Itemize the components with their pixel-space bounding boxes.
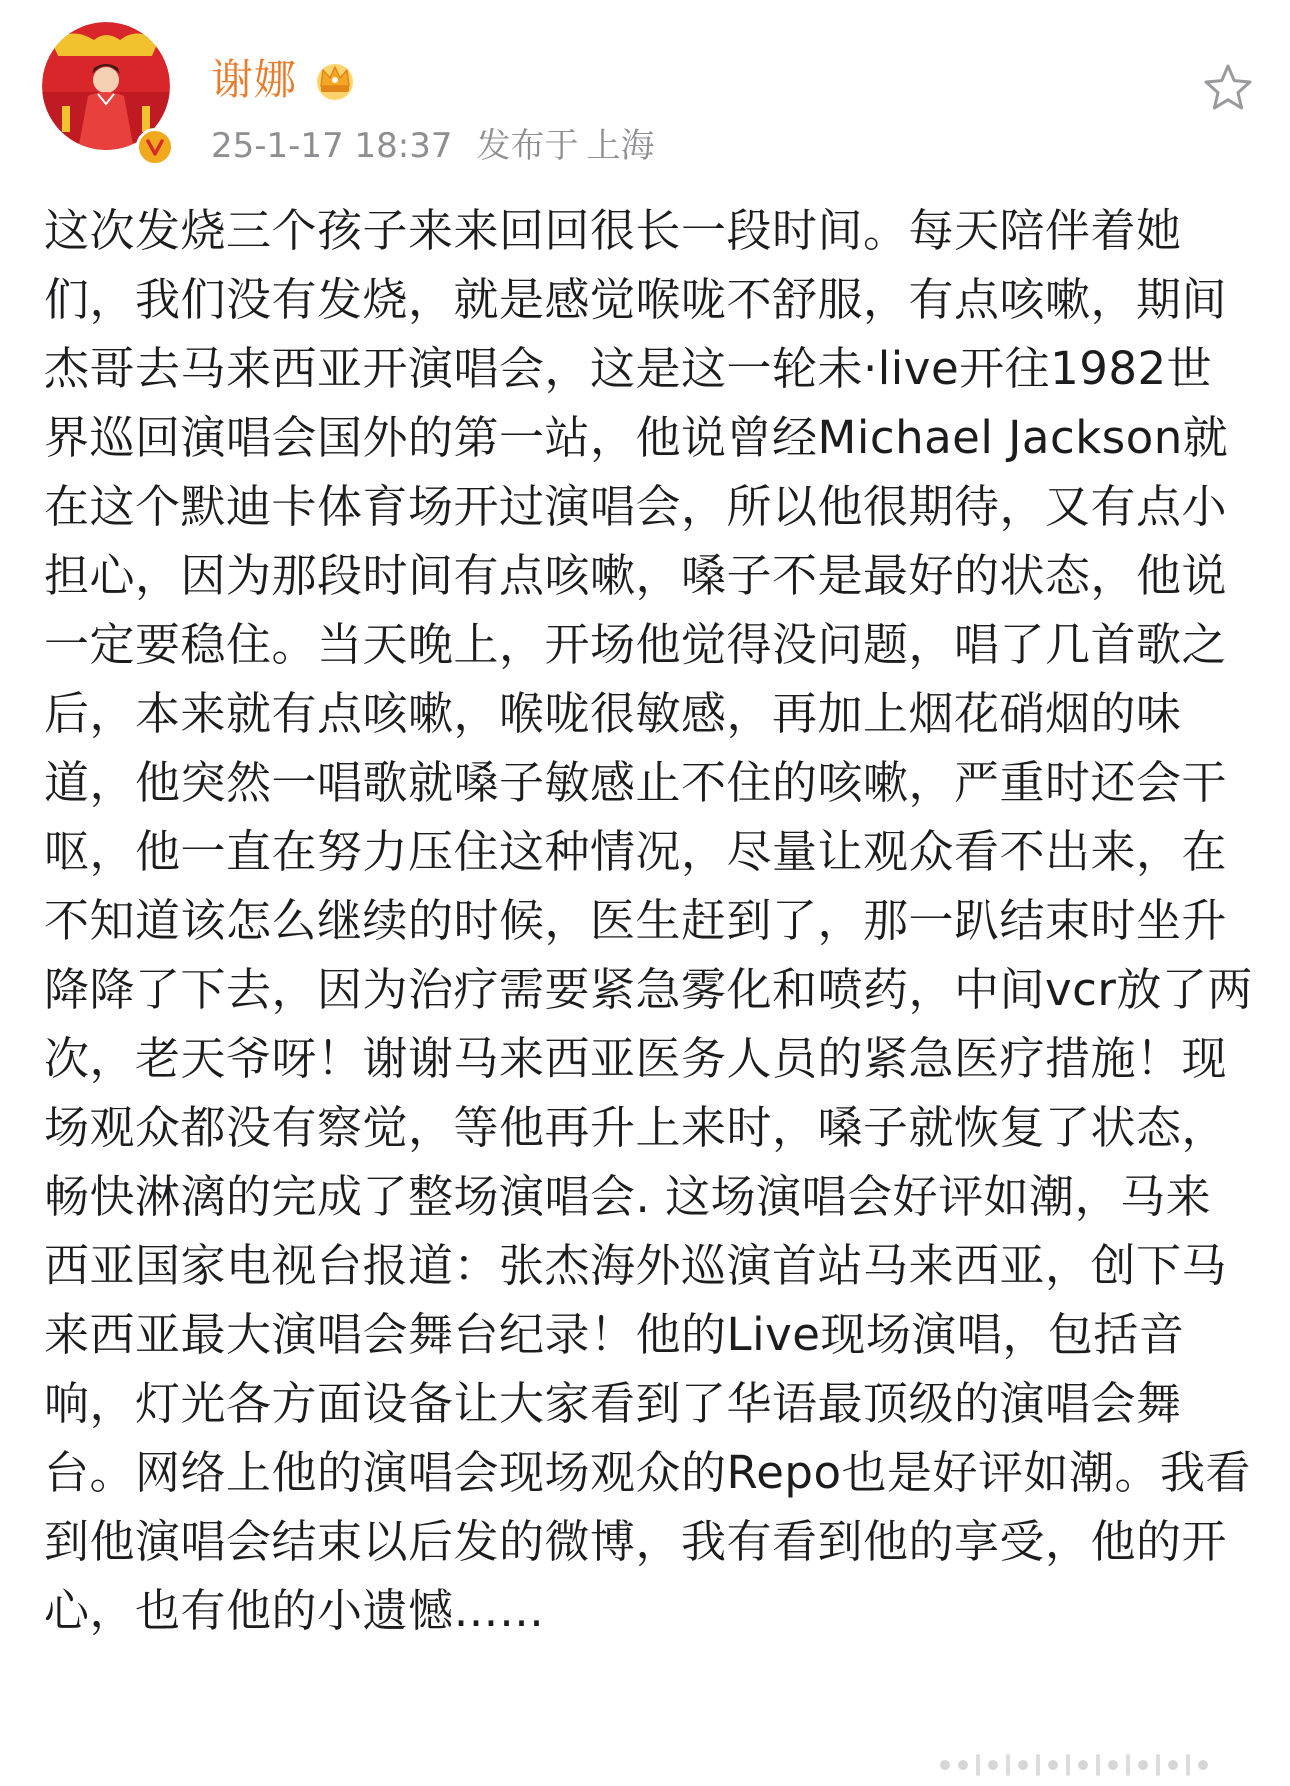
star-outline-icon[interactable] (1200, 60, 1256, 116)
username[interactable]: 谢娜 (211, 55, 298, 104)
verified-v-icon (136, 128, 174, 166)
post-meta (211, 123, 655, 169)
location-label: 发布于 (476, 126, 579, 166)
post-timestamp: 25-1-17 18:37 (211, 126, 453, 166)
username-row (211, 52, 359, 108)
post-location: 上海 (586, 126, 655, 166)
post-body: 这次发烧三个孩子来来回回很长一段时间。每天陪伴着她们，我们没有发烧，就是感觉喉咙不舒服，有点咳嗽，期间杰哥去马来西亚开演唱会，这是这一轮未·live开往1982世界巡回演唱会国外的第一站，他说曾经Michael Jackson就在这个默迪卡体育场开过演唱会，所以他很期待，又有点小担心，因为那段时间有点咳嗽，嗓子不是最好的状态，他说一定要稳住。当天晚上，开场他觉得没问题，唱了几首歌之后，本来就有点咳嗽，喉咙很敏感，再加上烟花硝烟的味道，他突然一唱歌就嗓子敏感止不住的咳嗽，严重时还会干呕，他一直在努力压住这种情况，尽量让观众看不出来，在不知道该怎么继续的时候，医生赶到了，那一趴结束时坐升降降了下去，因为治疗需要紧急雾化和喷药，中间vcr放了两次，老天爷呀！谢谢马来西亚医务人员的紧急医疗措施！现场观众都没有察觉，等他再升上来时，嗓子就恢复了状态，畅快淋漓的完成了整场演唱会. 这场演唱会好评如潮，马来西亚国家电视台报道：张杰海外巡演首站马来西亚，创下马来西亚最大演唱会舞台纪录！他的Live现场演唱，包括音响，灯光各方面设备让大家看到了华语最顶级的演唱会舞台。网络上他的演唱会现场观众的Repo也是好评如潮。我看到他演唱会结束以后发的微博，我有看到他的享受，他的开心，也有他的小遗憾…… (44, 204, 1253, 1637)
crown-badge-icon[interactable] (311, 56, 359, 104)
watermark (940, 1752, 1280, 1778)
avatar[interactable] (42, 22, 170, 150)
